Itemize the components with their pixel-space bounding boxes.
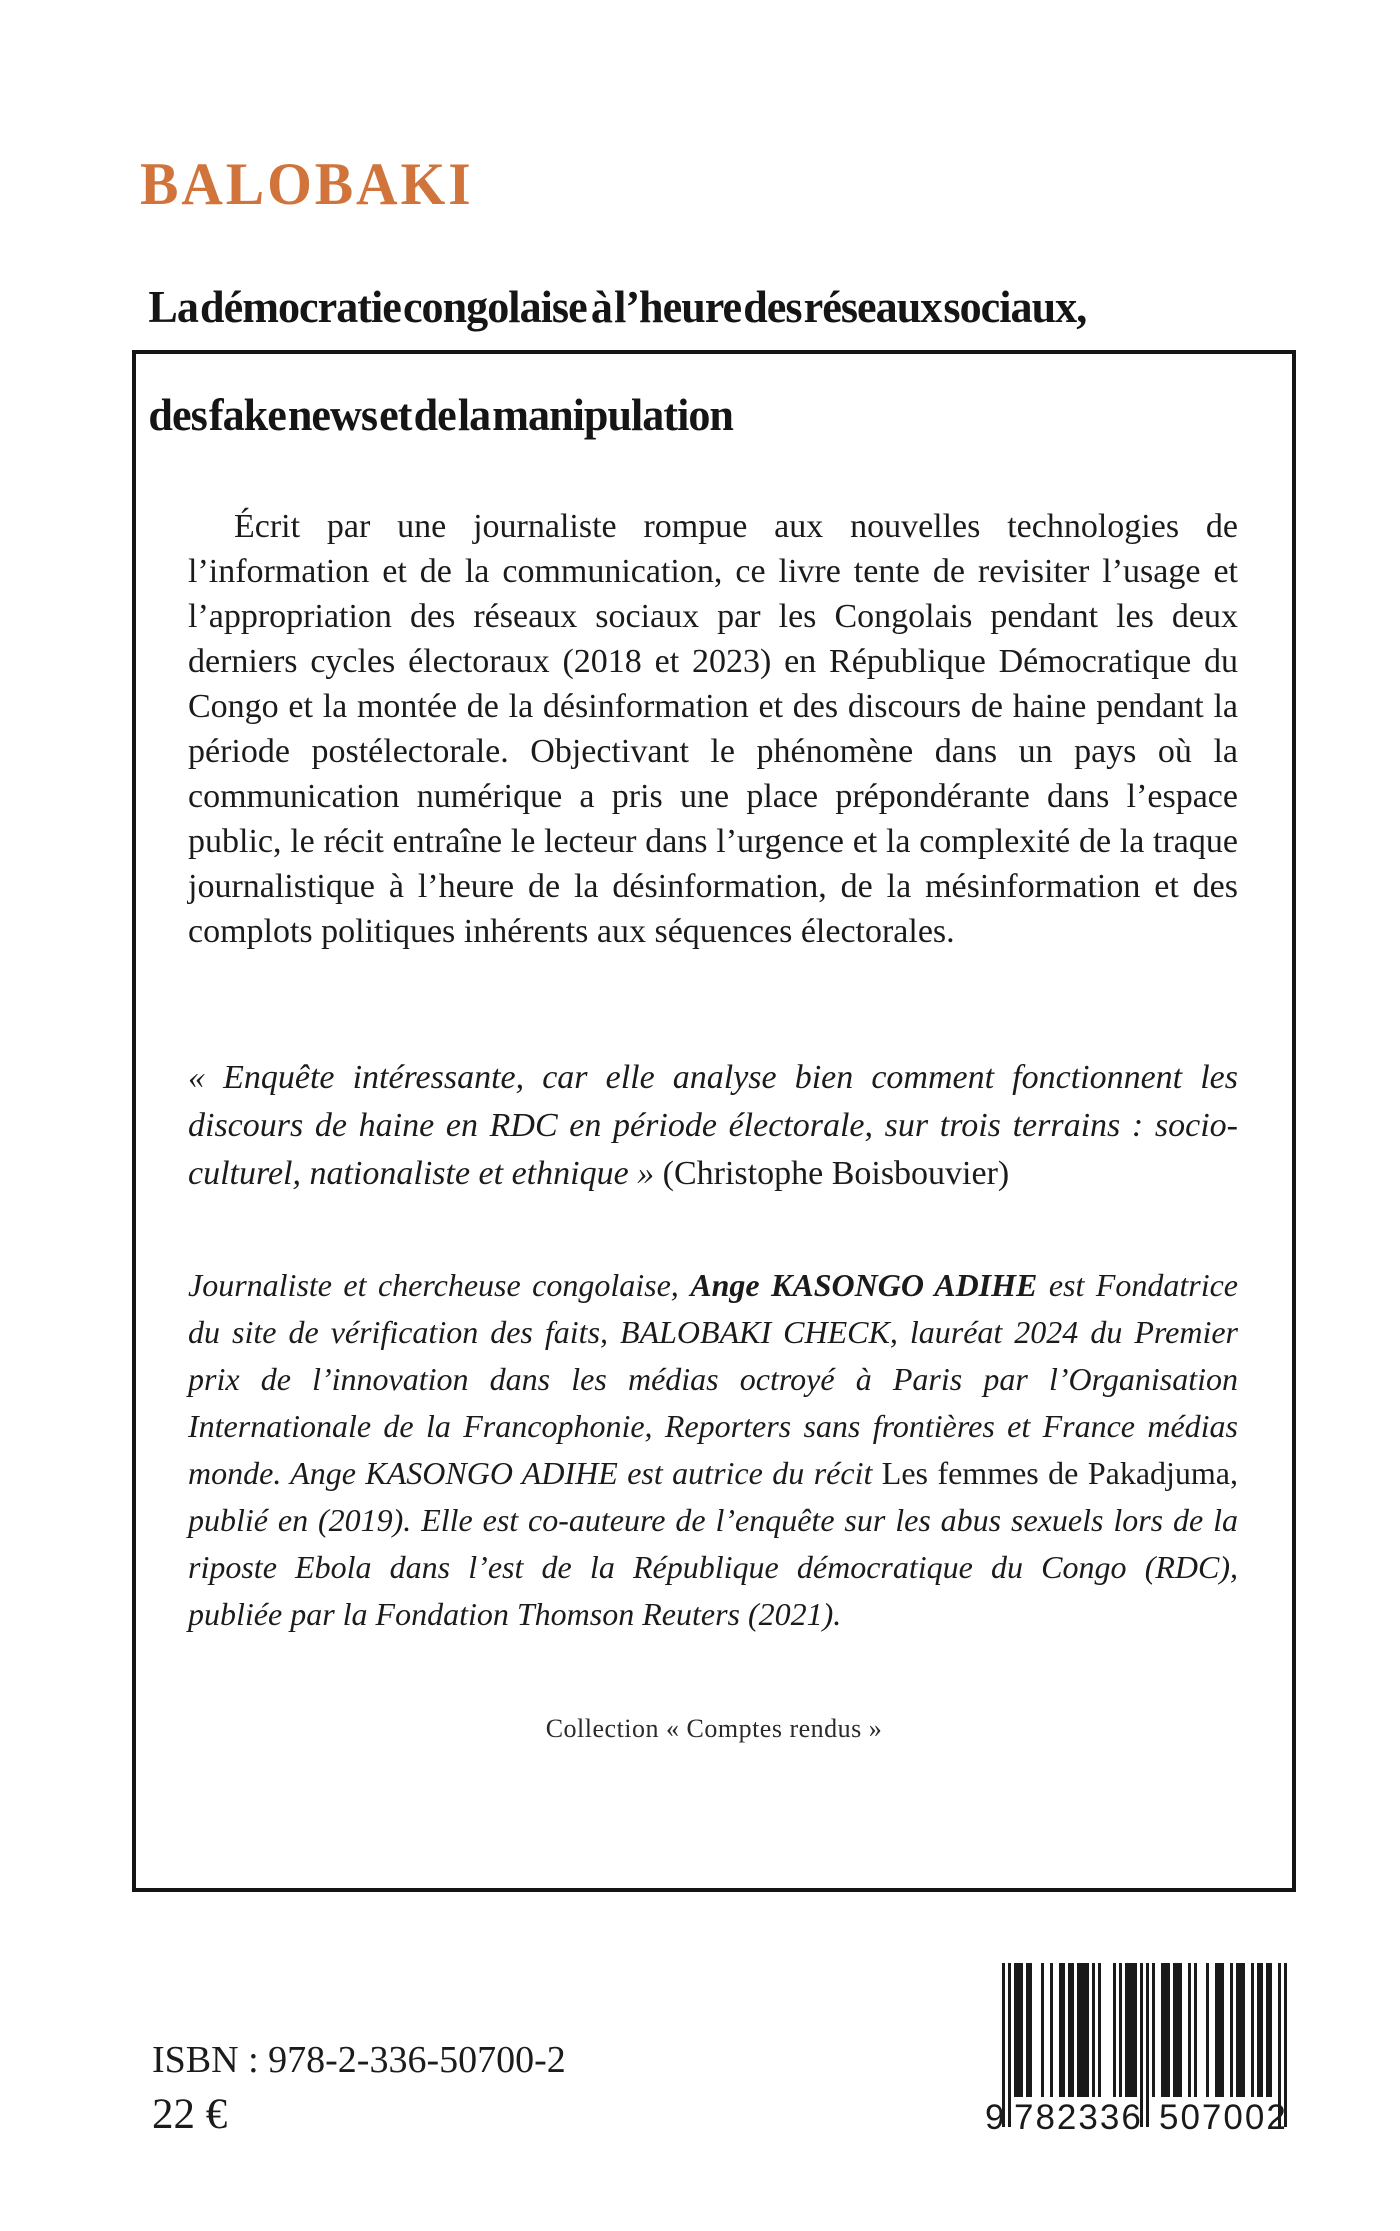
price-text: 22 € — [152, 2091, 228, 2138]
author-name: Ange KASONGO ADIHE — [690, 1267, 1038, 1303]
book-subtitle-line2: des fake news et de la manipulation — [148, 390, 733, 440]
summary-paragraph: Écrit par une journaliste rompue aux nouvelles technologies de l’information et de la communication, ce livre tente de revisiter l’usage et l’appropriation des réseaux sociaux par les Congolais pendant les deux derniers cycles électoraux (2018 et 2023) en République Démocratique du Congo et la montée de la désinformation et des discours de haine pendant la période postélectorale. Objectivant le phénomène dans un pays où la communication numérique a pris une place prépondérante dans l’espace public, le récit entraîne le lecteur dans l’urgence et la complexité de la traque journalistique à l’heure de la désinformation, de la mésinformation et des complots politiques inhérents aux séquences électorales. — [188, 508, 1238, 950]
barcode-digits-left-group: 782336 — [1014, 2098, 1143, 2137]
author-bio-part1: Journaliste et chercheuse congolaise, — [188, 1267, 691, 1303]
summary-box-content — [188, 504, 1238, 1638]
author-bio — [188, 1262, 1238, 1638]
book-title: BALOBAKI — [140, 151, 474, 217]
book-subtitle-line1: La démocratie congolaise à l’heure des réseaux sociaux, — [148, 282, 1087, 332]
author-bio-part2: est Fondatrice du site de vérification des faits, BALOBAKI CHECK, lauréat 2024 du Premier prix de l’innovation dans les médias octroyé à Paris par l’Organisation Internationale de la Francophonie, Reporters sans frontières et France médias monde. Ange KASONGO ADIHE est autrice du récit — [188, 1267, 1239, 1491]
review-quote-text: « Enquête intéressante, car elle analyse bien comment fonctionnent les discours de haine en RDC en période électorale, sur trois terrains : socio-culturel, nationaliste et ethnique » — [188, 1059, 1238, 1192]
barcode-digits-right-group: 507002 — [1159, 2098, 1288, 2137]
summary-box — [132, 350, 1296, 1892]
cited-book-title: Les femmes de Pakadjuma, — [881, 1455, 1239, 1491]
review-quote-attribution: (Christophe Boisbouvier) — [662, 1155, 1010, 1192]
isbn-text: ISBN : 978-2-336-50700-2 — [152, 2039, 566, 2081]
author-bio-part3: publié en (2019). Elle est co-auteure de l’enquête sur les abus sexuels lors de la riposte Ebola dans l’est de la République démocratique du Congo (RDC), publiée par la Fondation Thomson Reuters (2021). — [188, 1502, 1238, 1632]
barcode-digit-first: 9 — [985, 2098, 1007, 2137]
ean13-barcode — [985, 1963, 1295, 2135]
collection-label: Collection « Comptes rendus » — [545, 1714, 883, 1743]
review-quote — [188, 1054, 1238, 1198]
